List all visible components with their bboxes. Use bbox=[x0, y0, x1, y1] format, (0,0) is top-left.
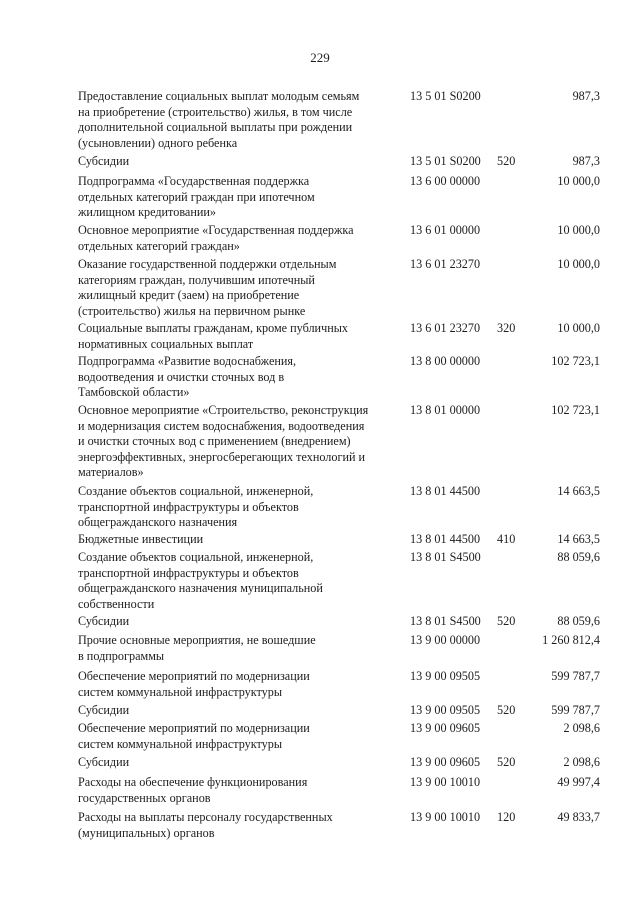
row-code: 13 8 00 00000 bbox=[410, 354, 481, 368]
row-amount: 14 663,5 bbox=[557, 532, 600, 546]
row-amount: 88 059,6 bbox=[557, 614, 600, 628]
row-name-line: Предоставление социальных выплат молодым семьям bbox=[78, 89, 360, 103]
row-name-line: общегражданского назначения bbox=[78, 515, 238, 529]
row-amount: 1 260 812,4 bbox=[542, 633, 600, 647]
row-name bbox=[78, 703, 398, 719]
row-name-line: материалов» bbox=[78, 465, 144, 479]
row-expense-type: 520 bbox=[497, 703, 516, 717]
row-name-line: систем коммунальной инфраструктуры bbox=[78, 684, 283, 699]
row-name-line: Бюджетные инвестиции bbox=[78, 532, 204, 546]
row-name-line: (усыновлении) одного ребенка bbox=[78, 135, 238, 150]
row-code: 13 9 00 09505 bbox=[410, 703, 481, 717]
row-code: 13 8 01 S4500 bbox=[410, 550, 481, 564]
row-name-line: категориям граждан, получившим ипотечный bbox=[78, 272, 315, 287]
row-name-line: общегражданского назначения муниципальной bbox=[78, 581, 323, 595]
row-code: 13 9 00 09505 bbox=[410, 669, 481, 683]
row-amount: 88 059,6 bbox=[557, 550, 600, 564]
row-name-line: жилищном кредитовании» bbox=[78, 205, 216, 219]
row-amount: 987,3 bbox=[572, 154, 600, 168]
row-name bbox=[78, 614, 398, 630]
row-code: 13 8 01 44500 bbox=[410, 484, 481, 498]
row-name-line: энергоэффективных, энергосберегающих технологий и bbox=[78, 449, 366, 464]
row-expense-type: 520 bbox=[497, 755, 516, 769]
row-name-line: Подпрограмма «Развитие водоснабжения, bbox=[78, 354, 297, 368]
row-name-line: Субсидии bbox=[78, 755, 130, 769]
row-name-line: транспортной инфраструктуры и объектов bbox=[78, 499, 299, 514]
row-code: 13 8 01 S4500 bbox=[410, 614, 481, 628]
row-amount: 49 833,7 bbox=[557, 810, 600, 824]
row-name-line: Субсидии bbox=[78, 703, 130, 717]
row-amount: 102 723,1 bbox=[551, 403, 600, 417]
row-name bbox=[78, 321, 398, 352]
row-name-line: дополнительной социальной выплаты при рождении bbox=[78, 120, 353, 134]
row-name bbox=[78, 532, 398, 548]
row-name bbox=[78, 354, 398, 401]
row-code: 13 6 01 23270 bbox=[410, 257, 481, 271]
row-name bbox=[78, 810, 398, 841]
row-name-line: государственных органов bbox=[78, 790, 211, 805]
row-code: 13 9 00 10010 bbox=[410, 810, 481, 824]
row-code: 13 8 01 44500 bbox=[410, 532, 481, 546]
row-name-line: Обеспечение мероприятий по модернизации bbox=[78, 669, 310, 683]
page-number: 229 bbox=[310, 50, 330, 65]
row-name-line: (муниципальных) органов bbox=[78, 825, 215, 840]
row-expense-type: 410 bbox=[497, 532, 516, 546]
row-name-line: отдельных категорий граждан» bbox=[78, 238, 240, 253]
row-name bbox=[78, 257, 398, 319]
row-name-line: Оказание государственной поддержки отдельным bbox=[78, 257, 337, 271]
row-name bbox=[78, 89, 398, 151]
row-name bbox=[78, 484, 398, 531]
row-amount: 987,3 bbox=[572, 89, 600, 103]
row-name-line: и модернизация систем водоснабжения, водоотведения bbox=[78, 418, 365, 433]
row-name-line: собственности bbox=[78, 596, 155, 611]
row-amount: 10 000,0 bbox=[557, 174, 600, 188]
row-code: 13 6 00 00000 bbox=[410, 174, 481, 188]
row-amount: 49 997,4 bbox=[557, 775, 600, 789]
row-name-line: Субсидии bbox=[78, 614, 130, 628]
row-name bbox=[78, 775, 398, 806]
row-code: 13 9 00 10010 bbox=[410, 775, 481, 789]
row-name-line: Прочие основные мероприятия, не вошедшие bbox=[78, 633, 316, 647]
row-name-line: Расходы на выплаты персоналу государственных bbox=[78, 810, 333, 824]
row-code: 13 5 01 S0200 bbox=[410, 154, 481, 168]
row-name bbox=[78, 154, 398, 170]
row-name-line: Подпрограмма «Государственная поддержка bbox=[78, 174, 310, 188]
row-name-line: Создание объектов социальной, инженерной, bbox=[78, 550, 314, 564]
row-name-line: Обеспечение мероприятий по модернизации bbox=[78, 721, 310, 735]
row-name-line: жилищный кредит (заем) на приобретение bbox=[78, 288, 300, 302]
row-name-line: Тамбовской области» bbox=[78, 385, 190, 399]
row-name-line: нормативных социальных выплат bbox=[78, 336, 254, 351]
row-name-line: Основное мероприятие «Государственная поддержка bbox=[78, 223, 354, 237]
row-name bbox=[78, 755, 398, 771]
row-amount: 599 787,7 bbox=[551, 669, 600, 683]
row-amount: 2 098,6 bbox=[563, 721, 600, 735]
row-name-line: Расходы на обеспечение функционирования bbox=[78, 775, 308, 789]
row-amount: 10 000,0 bbox=[557, 321, 600, 335]
row-amount: 2 098,6 bbox=[563, 755, 600, 769]
row-name-line: в подпрограммы bbox=[78, 648, 165, 663]
row-amount: 599 787,7 bbox=[551, 703, 600, 717]
row-name bbox=[78, 633, 398, 664]
row-name-line: Создание объектов социальной, инженерной, bbox=[78, 484, 314, 498]
row-name-line: и очистки сточных вод с применением (внедрением) bbox=[78, 434, 351, 448]
row-name bbox=[78, 721, 398, 752]
row-name-line: (строительство) жилья на первичном рынке bbox=[78, 303, 306, 318]
row-expense-type: 520 bbox=[497, 154, 516, 168]
row-amount: 10 000,0 bbox=[557, 223, 600, 237]
row-name bbox=[78, 223, 398, 254]
row-code: 13 8 01 00000 bbox=[410, 403, 481, 417]
row-name-line: Основное мероприятие «Строительство, реконструкция bbox=[78, 403, 369, 417]
row-expense-type: 520 bbox=[497, 614, 516, 628]
row-name bbox=[78, 403, 398, 481]
row-code: 13 9 00 00000 bbox=[410, 633, 481, 647]
row-name-line: отдельных категорий граждан при ипотечном bbox=[78, 189, 315, 204]
row-amount: 10 000,0 bbox=[557, 257, 600, 271]
row-name-line: Субсидии bbox=[78, 154, 130, 168]
row-name bbox=[78, 550, 398, 612]
row-name-line: на приобретение (строительство) жилья, в том числе bbox=[78, 104, 353, 119]
row-name bbox=[78, 669, 398, 700]
row-expense-type: 120 bbox=[497, 810, 516, 824]
row-code: 13 9 00 09605 bbox=[410, 755, 481, 769]
row-amount: 102 723,1 bbox=[551, 354, 600, 368]
row-code: 13 6 01 00000 bbox=[410, 223, 481, 237]
row-code: 13 6 01 23270 bbox=[410, 321, 481, 335]
row-expense-type: 320 bbox=[497, 321, 516, 335]
row-name-line: транспортной инфраструктуры и объектов bbox=[78, 565, 299, 580]
row-name bbox=[78, 174, 398, 221]
row-code: 13 9 00 09605 bbox=[410, 721, 481, 735]
row-amount: 14 663,5 bbox=[557, 484, 600, 498]
row-code: 13 5 01 S0200 bbox=[410, 89, 481, 103]
row-name-line: Социальные выплаты гражданам, кроме публичных bbox=[78, 321, 348, 335]
row-name-line: водоотведения и очистки сточных вод в bbox=[78, 369, 285, 384]
row-name-line: систем коммунальной инфраструктуры bbox=[78, 736, 283, 751]
